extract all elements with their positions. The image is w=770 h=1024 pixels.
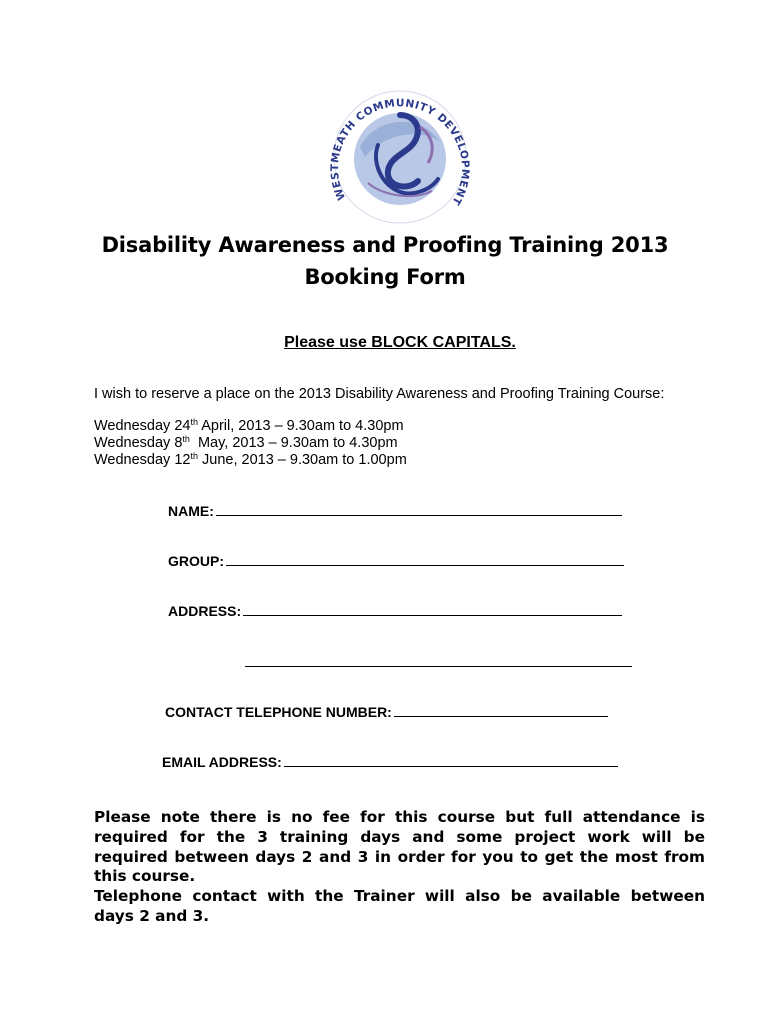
group-input-line[interactable] (226, 564, 624, 566)
group-label: GROUP: (168, 553, 224, 569)
form-subtitle: Booking Form (304, 265, 466, 289)
course-date: Wednesday 12th June, 2013 – 9.30am to 1.00pm (94, 451, 407, 468)
organisation-logo (320, 87, 480, 227)
email-field[interactable] (162, 754, 618, 770)
address-label: ADDRESS: (168, 603, 242, 619)
address-input-line[interactable] (243, 614, 622, 616)
attendance-note (94, 808, 705, 927)
phone-input-line[interactable] (394, 715, 608, 717)
note-paragraph: Please note there is no fee for this course but full attendance is required for the 3 training days and some project work will be required between days 2 and 3 in order for you to get the most from this course. (94, 808, 705, 886)
phone-label: CONTACT TELEPHONE NUMBER: (165, 704, 392, 720)
intro-text: I wish to reserve a place on the 2013 Disability Awareness and Proofing Training Course: (94, 386, 665, 402)
address-input-line-2[interactable] (245, 666, 632, 667)
group-field[interactable] (168, 553, 624, 569)
course-date: Wednesday 24th April, 2013 – 9.30am to 4.30pm (94, 417, 404, 434)
logo-ring-text: WESTMEATH COMMUNITY DEVELOPMENT (328, 97, 472, 208)
instruction-text: Please use BLOCK CAPITALS. (284, 334, 516, 351)
email-label: EMAIL ADDRESS: (162, 754, 282, 770)
name-input-line[interactable] (216, 514, 622, 516)
form-title: Disability Awareness and Proofing Training 2013 (101, 233, 669, 257)
note-paragraph: Telephone contact with the Trainer will also be available between days 2 and 3. (94, 887, 705, 925)
address-field[interactable] (168, 603, 622, 619)
name-label: NAME: (168, 503, 214, 519)
email-input-line[interactable] (284, 765, 618, 767)
phone-field[interactable] (165, 704, 608, 720)
course-date: Wednesday 8th May, 2013 – 9.30am to 4.30pm (94, 434, 398, 451)
name-field[interactable] (168, 503, 622, 519)
